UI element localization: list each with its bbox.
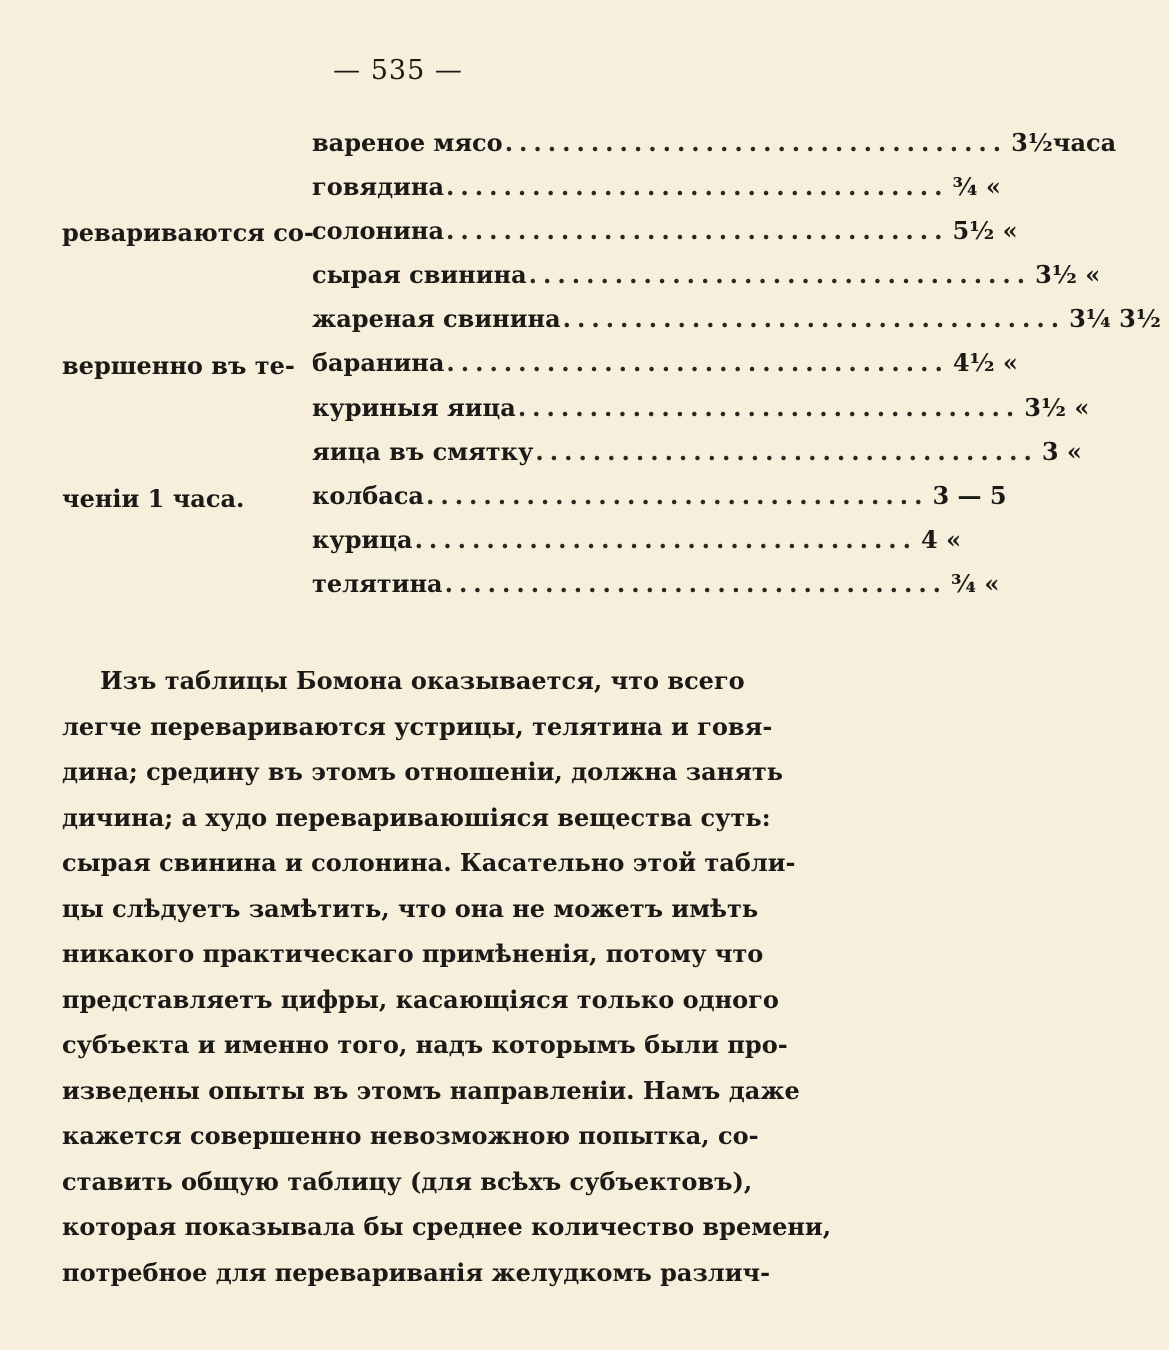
table-row xyxy=(312,260,1101,300)
paragraph-line: ставить общую таблицу (для всѣхъ субъектовъ), xyxy=(62,1166,753,1196)
dot-leader: ................................... xyxy=(446,216,949,245)
side-text-line-1: реваривaются со- xyxy=(62,218,314,247)
dot-leader: ................................... xyxy=(444,569,948,598)
paragraph-line: никакого практическаго примѣненія, потому что xyxy=(62,939,764,968)
food-name: яица въ смятку xyxy=(312,437,534,466)
food-name: солонина xyxy=(312,216,445,245)
table-row xyxy=(312,393,1090,433)
table-row xyxy=(312,128,1117,168)
digest-time: 3½часа xyxy=(1011,128,1117,157)
paragraph-line: дина; средину въ этомъ отношеніи, должна занять xyxy=(62,757,784,786)
paragraph-line: дичина; а худо перевариваюшіяся вещества суть: xyxy=(62,802,771,832)
digest-time: ¾ « xyxy=(951,569,1000,598)
digest-time: 3½ « xyxy=(1035,260,1101,289)
dot-leader: ................................... xyxy=(446,172,949,201)
side-text-line-3: ченіи 1 часа. xyxy=(62,484,245,513)
digest-time: ¾ « xyxy=(952,172,1001,201)
food-name: куриныя яица xyxy=(312,393,516,422)
table-row xyxy=(312,172,1001,212)
table-row xyxy=(312,525,962,565)
digest-time: 3¼ 3½ xyxy=(1069,304,1161,333)
food-name: вареное мясо xyxy=(312,128,503,157)
page-number: — 535 — xyxy=(333,55,463,86)
table-row xyxy=(312,569,1000,609)
dot-leader: ................................... xyxy=(425,481,929,510)
food-name: телятина xyxy=(312,569,443,598)
side-text-line-2: вершенно въ те- xyxy=(62,351,295,380)
table-row xyxy=(312,216,1018,256)
body-paragraph xyxy=(62,658,832,1295)
dot-leader: ................................... xyxy=(414,525,918,554)
paragraph-line: кажется совершенно невозможною попытка, со- xyxy=(62,1121,759,1150)
table-row xyxy=(312,304,1161,344)
dot-leader: ................................... xyxy=(535,437,1038,466)
paragraph-line: потребное для переваривaнія желудкомъ различ- xyxy=(62,1257,771,1287)
table-row xyxy=(312,348,1018,388)
paragraph-line: субъекта и именно того, надъ которымъ были про- xyxy=(62,1030,788,1059)
paragraph-line: которая показывала бы среднее количество времени, xyxy=(62,1212,832,1241)
paragraph-line: Изъ таблицы Бомона оказывается, что всего xyxy=(100,666,745,695)
food-name: говядина xyxy=(312,172,445,201)
paragraph-line: цы слѣдуетъ замѣтить, что она не можетъ имѣть xyxy=(62,893,759,923)
food-name: сырая свинина xyxy=(312,260,527,289)
food-name: баранина xyxy=(312,348,445,377)
digest-time: 4 « xyxy=(921,525,962,554)
food-name: жареная свинина xyxy=(312,304,561,333)
dot-leader: ................................... xyxy=(528,260,1032,289)
digest-time: 4½ « xyxy=(952,348,1018,377)
dot-leader: ................................... xyxy=(562,304,1066,333)
dot-leader: ................................... xyxy=(504,128,1008,157)
paragraph-line: представляетъ цифры, касающіяся только одного xyxy=(62,984,779,1014)
digest-time: 3 — 5 xyxy=(932,481,1007,510)
food-name: курица xyxy=(312,525,413,554)
paragraph-line: легче перевариваются устрицы, телятина и говя- xyxy=(62,711,773,741)
digest-time: 3 « xyxy=(1041,437,1082,466)
table-row xyxy=(312,437,1082,477)
dot-leader: ................................... xyxy=(517,393,1021,422)
food-name: колбаса xyxy=(312,481,424,510)
dot-leader: ................................... xyxy=(446,348,949,377)
paragraph-line: сырая свинина и солонина. Касательно этой табли- xyxy=(62,848,796,877)
digest-time: 3½ « xyxy=(1024,393,1090,422)
table-row xyxy=(312,481,1007,521)
digest-time: 5½ « xyxy=(952,216,1018,245)
paragraph-line: изведены опыты въ этомъ направленіи. Намъ даже xyxy=(62,1075,800,1105)
